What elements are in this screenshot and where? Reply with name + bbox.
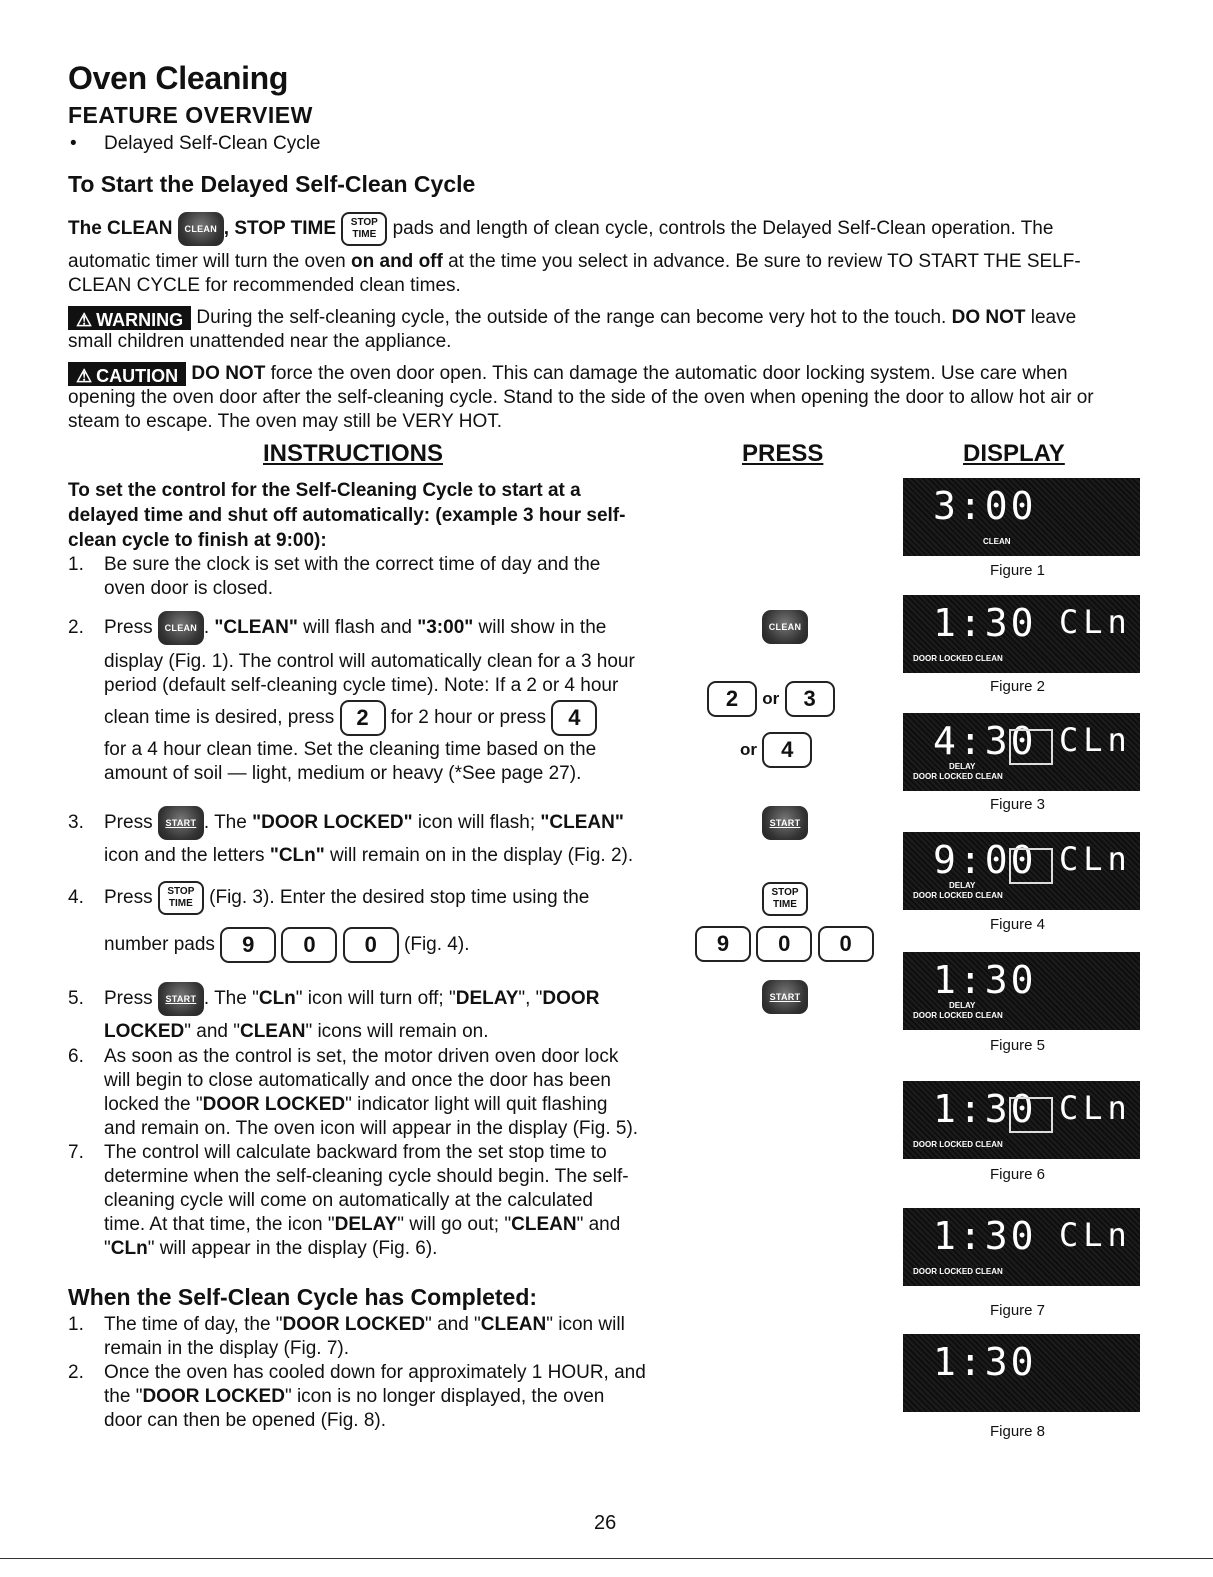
lcd-time-readout: 1:30 bbox=[933, 1214, 1037, 1258]
lcd-time-readout: 4:30 bbox=[933, 719, 1037, 763]
figure-caption: Figure 8 bbox=[990, 1423, 1046, 1440]
lcd-display-figure-6 bbox=[903, 1081, 1140, 1159]
overview-bullet: • Delayed Self-Clean Cycle bbox=[70, 133, 321, 154]
lcd-time-readout: 1:30 bbox=[933, 1340, 1037, 1384]
step-1: 1. Be sure the clock is set with the correct time of day and the oven door is closed. bbox=[68, 554, 601, 599]
step-2: 2. Press CLEAN . "CLEAN" will flash and "3:00" will show in the display (Fig. 1). The control will automatically clean for a 3 hour period (default self-cleaning cycle time). Note: If a 2 or 4 hour clean time is desired, press 2 for 2 hour or press 4 for a 4 hour clean time. Set the cleaning time based on the amount of soil — light, medium or heavy (*See page 27). bbox=[68, 611, 668, 786]
number-0-pad-icon: 0 bbox=[818, 926, 874, 962]
press-start-pad bbox=[762, 980, 808, 1014]
lcd-cln-text: CLn bbox=[1059, 1216, 1132, 1254]
lcd-display-figure-8 bbox=[903, 1334, 1140, 1412]
press-9-0-0 bbox=[695, 926, 874, 962]
completed-step-2: 2. Once the oven has cooled down for approximately 1 HOUR, and the "DOOR LOCKED" icon is no longer displayed, the oven door can then be opened (Fig. 8). bbox=[68, 1362, 646, 1431]
step-3: 3. Press START . The "DOOR LOCKED" icon will flash; "CLEAN" icon and the letters "CLn" will remain on in the display (Fig. 2). bbox=[68, 806, 668, 868]
lcd-indicator-label: DELAY bbox=[949, 1001, 976, 1010]
caution-tag: ⚠ CAUTION bbox=[68, 362, 186, 386]
press-clean-pad bbox=[762, 610, 808, 644]
lcd-cln-text: CLn bbox=[1059, 603, 1132, 641]
clean-pad-icon: CLEAN bbox=[158, 611, 204, 645]
number-4-pad-icon: 4 bbox=[551, 700, 597, 736]
clean-pad-icon: CLEAN bbox=[178, 212, 224, 246]
press-start-pad bbox=[762, 806, 808, 840]
display-heading: DISPLAY bbox=[963, 440, 1065, 467]
number-3-pad-icon: 3 bbox=[785, 681, 835, 717]
lcd-indicator-label: DOOR LOCKED CLEAN bbox=[913, 654, 1003, 663]
lcd-indicator-label: DOOR LOCKED CLEAN bbox=[913, 1267, 1003, 1276]
stop-time-pad-icon: STOP TIME bbox=[341, 212, 387, 246]
stop-time-pad-icon: STOP TIME bbox=[762, 882, 808, 916]
lcd-time-readout: 1:30 bbox=[933, 958, 1037, 1002]
press-2-or-3: 2 or 3 bbox=[707, 681, 835, 717]
start-pad-icon: START bbox=[158, 806, 204, 840]
number-9-pad-icon: 9 bbox=[220, 927, 276, 963]
oven-icon bbox=[1009, 848, 1053, 884]
lcd-display-figure-7 bbox=[903, 1208, 1140, 1286]
figure-caption: Figure 6 bbox=[990, 1166, 1046, 1183]
lcd-display-figure-3 bbox=[903, 713, 1140, 791]
completed-step-1: 1. The time of day, the "DOOR LOCKED" and "CLEAN" icon will remain in the display (Fig. 7). bbox=[68, 1314, 625, 1359]
oven-icon bbox=[1009, 1097, 1053, 1133]
lcd-indicator-label: DOOR LOCKED CLEAN bbox=[913, 1140, 1003, 1149]
page-bottom-rule bbox=[0, 1558, 1213, 1559]
warning-tag: ⚠ WARNING bbox=[68, 306, 191, 330]
figure-caption: Figure 2 bbox=[990, 678, 1046, 695]
step-4: 4. Press STOP TIME (Fig. 3). Enter the desired stop time using the number pads 9 0 0 (Fig. 4). bbox=[68, 881, 668, 965]
number-2-pad-icon: 2 bbox=[707, 681, 757, 717]
step-7: 7. The control will calculate backward from the set stop time to determine when the self-cleaning cycle should begin. The self- cleaning cycle will come on automatically at the calculated time. At that time, the icon "DELAY" will go out; "CLEAN" and "CLn" will appear in the display (Fig. 6). bbox=[68, 1142, 629, 1259]
warning-triangle-icon: ⚠ bbox=[76, 366, 93, 386]
lcd-indicator-label: DELAY bbox=[949, 762, 976, 771]
lcd-indicator-label: DELAY bbox=[949, 881, 976, 890]
lcd-display-figure-5 bbox=[903, 952, 1140, 1030]
number-0-pad-icon: 0 bbox=[343, 927, 399, 963]
page-number: 26 bbox=[594, 1512, 617, 1534]
press-or-4: or 4 bbox=[740, 732, 812, 768]
lcd-indicator-label: DOOR LOCKED CLEAN bbox=[913, 1011, 1003, 1020]
number-9-pad-icon: 9 bbox=[695, 926, 751, 962]
stop-time-pad-icon: STOP TIME bbox=[158, 881, 204, 915]
lcd-indicator-label: DOOR LOCKED CLEAN bbox=[913, 772, 1003, 781]
press-heading: PRESS bbox=[742, 440, 824, 467]
instructions-lead: To set the control for the Self-Cleaning Cycle to start at a delayed time and shut off automatically: (example 3 hour self- clean cycle to finish at 9:00): bbox=[68, 480, 626, 551]
press-stop-time-pad bbox=[762, 882, 808, 916]
lcd-time-readout: 1:30 bbox=[933, 1087, 1037, 1131]
lcd-time-readout: 1:30 bbox=[933, 601, 1037, 645]
intro-paragraph: The CLEAN CLEAN , STOP TIME STOP TIME pads and length of clean cycle, controls the Delayed Self-Clean operation. The automatic timer will turn the oven on and off at the time you select in advance. Be sure to review TO START THE SELF- CLEAN CYCLE for recommended clean times. bbox=[68, 212, 1148, 298]
page-title: Oven Cleaning bbox=[68, 60, 289, 96]
step-5: 5. Press START . The "CLn" icon will turn off; "DELAY", "DOOR LOCKED" and "CLEAN" icons will remain on. bbox=[68, 982, 668, 1044]
instructions-heading: INSTRUCTIONS bbox=[263, 440, 443, 467]
start-pad-icon: START bbox=[762, 806, 808, 840]
subsection-heading: To Start the Delayed Self-Clean Cycle bbox=[68, 171, 476, 197]
caution-paragraph: ⚠ CAUTION DO NOT force the oven door open. This can damage the automatic door locking system. Use care when opening the oven door after the self-cleaning cycle. Stand to the side of the oven when opening the door to allow hot air or steam to escape. The oven may still be VERY HOT. bbox=[68, 363, 1094, 433]
figure-caption: Figure 3 bbox=[990, 796, 1046, 813]
completed-heading: When the Self-Clean Cycle has Completed: bbox=[68, 1284, 538, 1310]
figure-caption: Figure 5 bbox=[990, 1037, 1046, 1054]
lcd-indicator-label: DOOR LOCKED CLEAN bbox=[913, 891, 1003, 900]
lcd-cln-text: CLn bbox=[1059, 1089, 1132, 1127]
number-0-pad-icon: 0 bbox=[281, 927, 337, 963]
start-pad-icon: START bbox=[158, 982, 204, 1016]
figure-caption: Figure 1 bbox=[990, 562, 1046, 579]
figure-caption: Figure 4 bbox=[990, 916, 1046, 933]
lcd-cln-text: CLn bbox=[1059, 721, 1132, 759]
number-4-pad-icon: 4 bbox=[762, 732, 812, 768]
start-pad-icon: START bbox=[762, 980, 808, 1014]
figure-caption: Figure 7 bbox=[990, 1302, 1046, 1319]
lcd-cln-text: CLn bbox=[1059, 840, 1132, 878]
number-0-pad-icon: 0 bbox=[756, 926, 812, 962]
lcd-indicator-label: CLEAN bbox=[983, 537, 1011, 546]
number-2-pad-icon: 2 bbox=[340, 700, 386, 736]
lcd-display-figure-2 bbox=[903, 595, 1140, 673]
section-heading: FEATURE OVERVIEW bbox=[68, 102, 313, 128]
lcd-display-figure-1 bbox=[903, 478, 1140, 556]
lcd-time-readout: 3:00 bbox=[933, 484, 1037, 528]
clean-pad-icon: CLEAN bbox=[762, 610, 808, 644]
lcd-time-readout: 9:00 bbox=[933, 838, 1037, 882]
warning-triangle-icon: ⚠ bbox=[76, 310, 93, 330]
lcd-display-figure-4 bbox=[903, 832, 1140, 910]
oven-icon bbox=[1009, 729, 1053, 765]
warning-paragraph: ⚠ WARNING During the self-cleaning cycle, the outside of the range can become very hot to the touch. DO NOT leave small children unattended near the appliance. bbox=[68, 307, 1077, 353]
step-6: 6. As soon as the control is set, the motor driven oven door lock will begin to close automatically and once the door has been locked the "DOOR LOCKED" indicator light will quit flashing and remain on. The oven icon will appear in the display (Fig. 5). bbox=[68, 1046, 639, 1139]
